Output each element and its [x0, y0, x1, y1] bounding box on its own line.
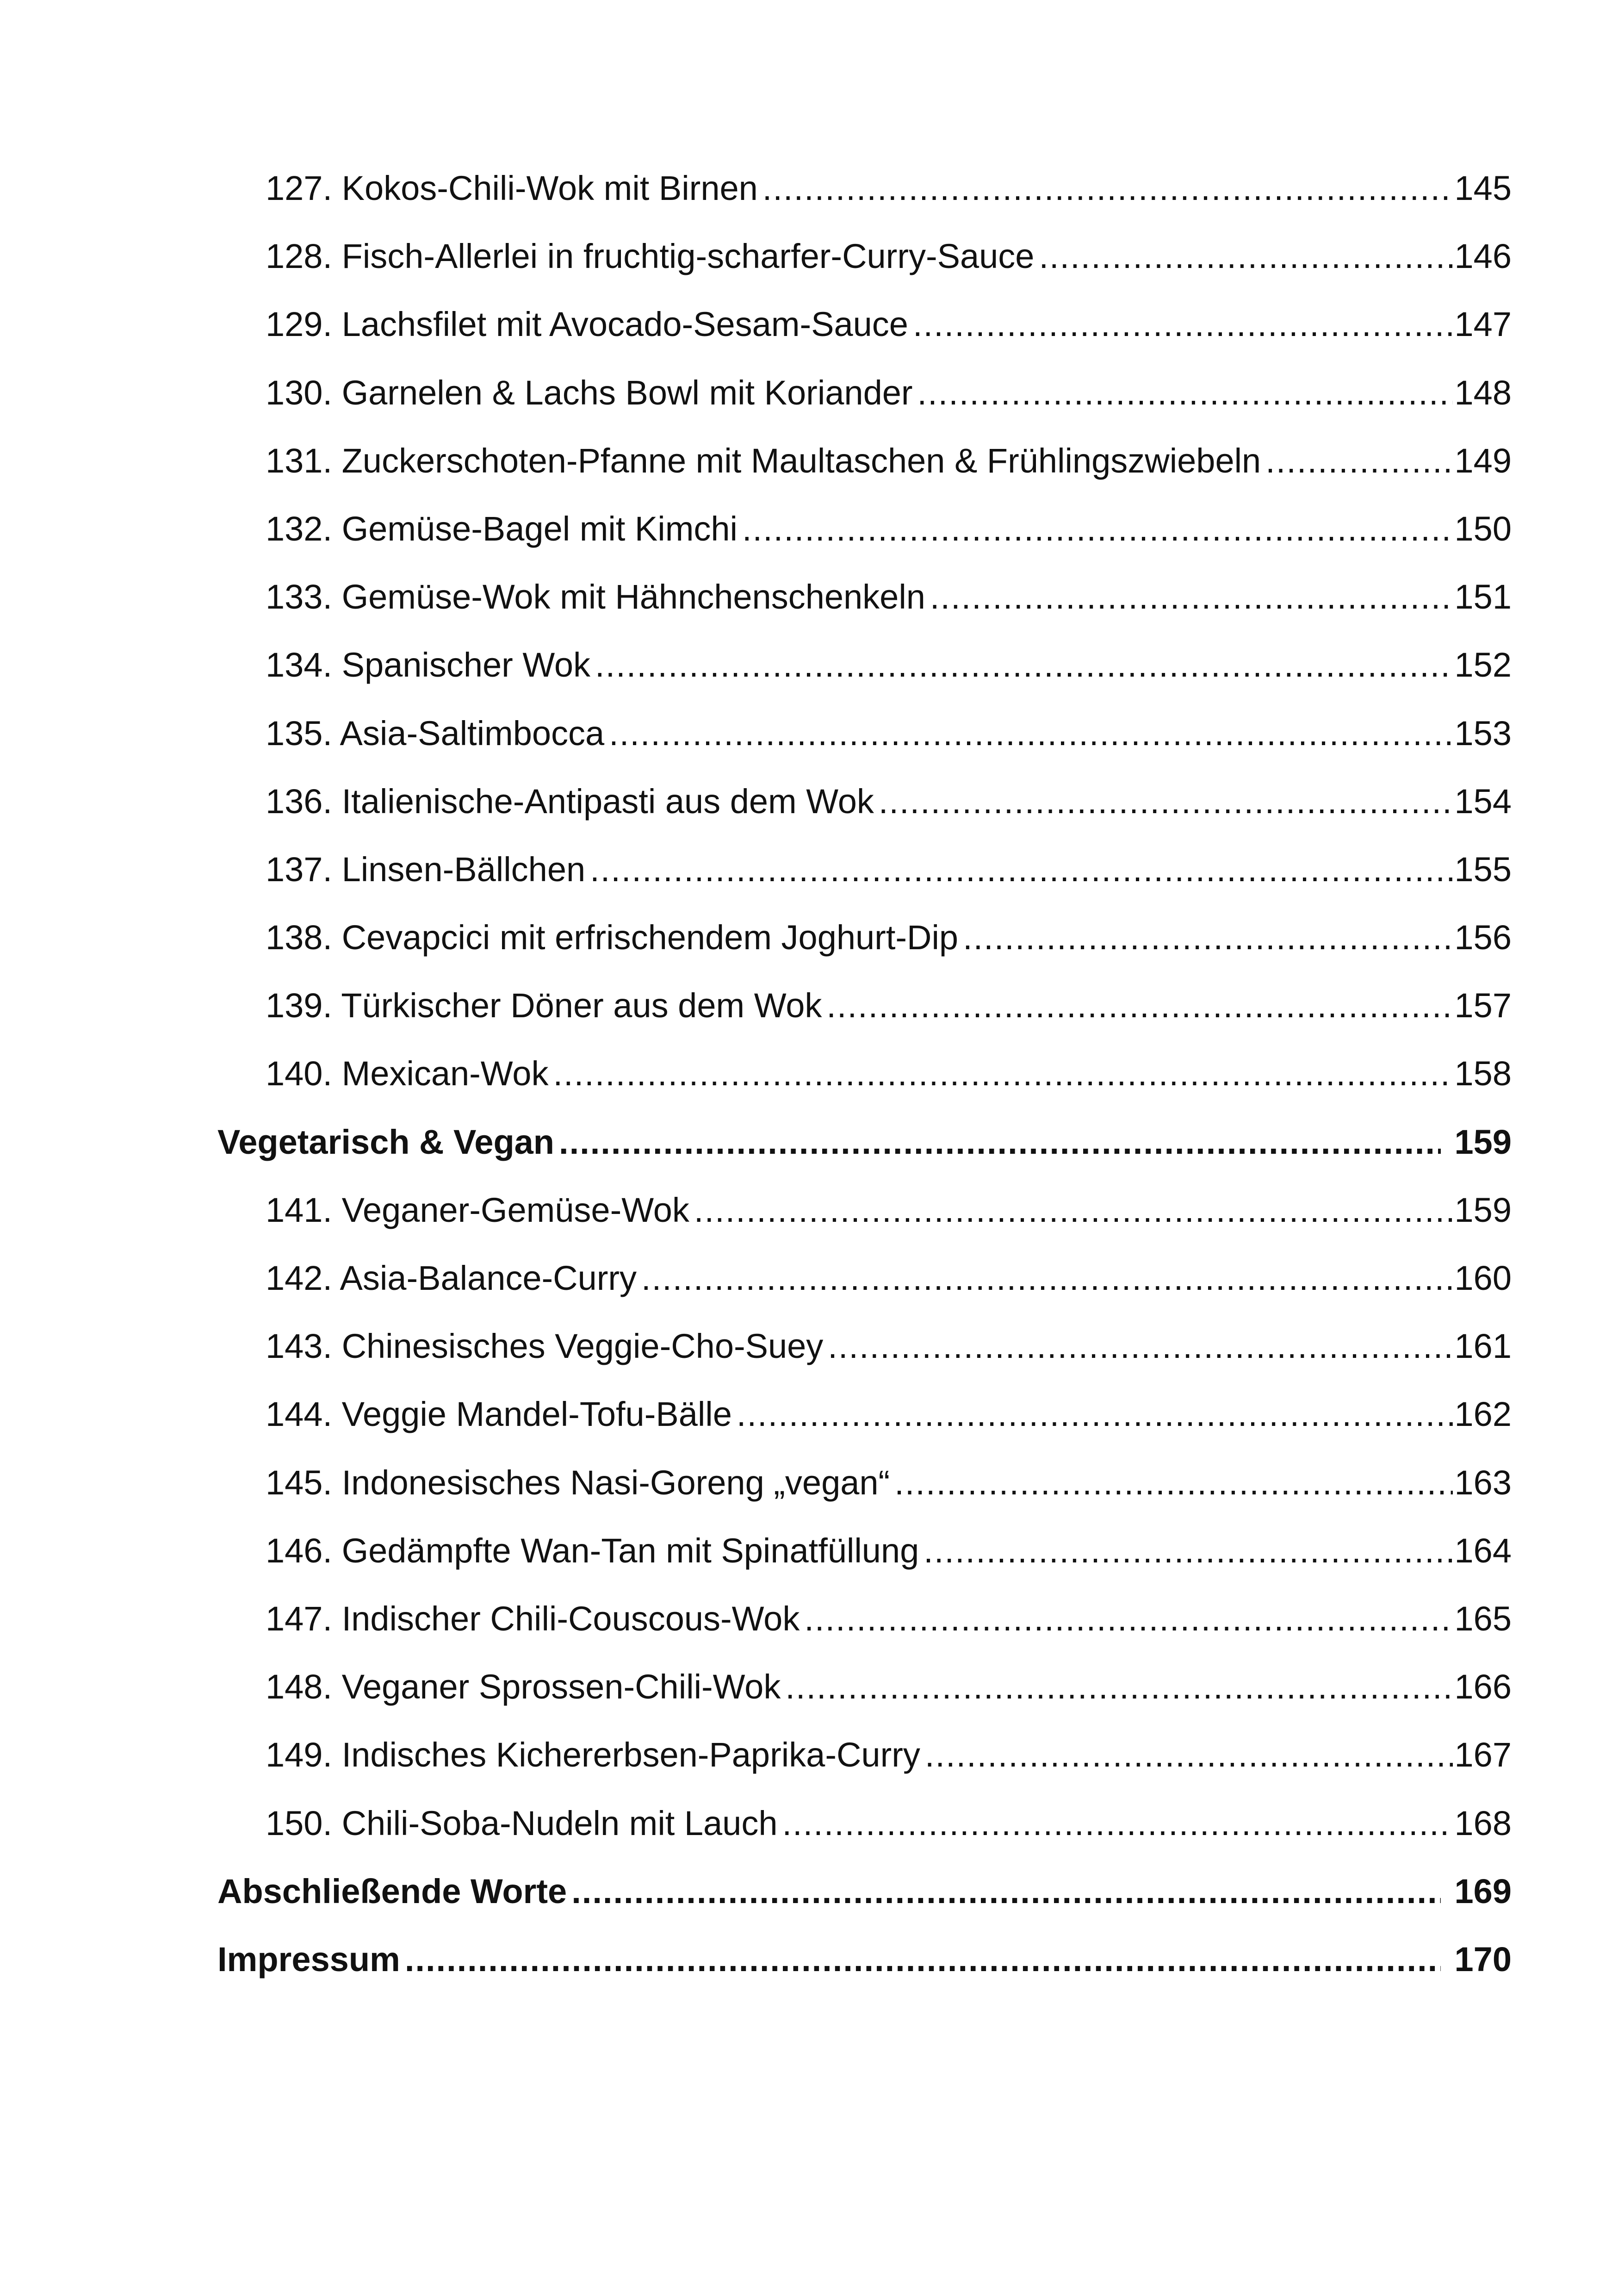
toc-entry-title: 129. Lachsfilet mit Avocado-Sesam-Sauce — [266, 304, 913, 345]
toc-entry[interactable] — [217, 1734, 1512, 1802]
dot-leader — [737, 1394, 1453, 1435]
toc-entry[interactable] — [217, 1530, 1512, 1598]
toc-entry-page-number: 146 — [1454, 237, 1512, 276]
toc-entry-title: 147. Indischer Chili-Couscous-Wok — [266, 1598, 804, 1640]
toc-entry-page-number: 150 — [1454, 509, 1512, 548]
toc-entry-title: 130. Garnelen & Lachs Bowl mit Koriander — [266, 372, 917, 414]
dot-leader — [1265, 440, 1452, 482]
toc-entry-page-number: 160 — [1454, 1259, 1512, 1297]
toc-entry[interactable] — [217, 1257, 1512, 1325]
toc-entry[interactable] — [217, 508, 1512, 576]
toc-entry-page-number: 149 — [1454, 441, 1512, 480]
dot-leader — [913, 304, 1453, 345]
toc-entry[interactable] — [217, 1394, 1512, 1462]
dot-leader — [1039, 236, 1452, 277]
dot-leader — [917, 372, 1453, 414]
toc-entry-title: 137. Linsen-Bällchen — [266, 849, 590, 890]
toc-entry[interactable] — [217, 1325, 1512, 1394]
toc-entry-title: 140. Mexican-Wok — [266, 1053, 553, 1095]
dot-leader — [559, 1121, 1441, 1163]
toc-entry-page-number: 169 — [1454, 1872, 1512, 1910]
toc-entry-title: Abschließende Worte — [217, 1871, 571, 1912]
toc-entry-page-number: 152 — [1454, 646, 1512, 684]
dot-leader — [742, 508, 1453, 550]
toc-entry-title: 143. Chinesisches Veggie-Cho-Suey — [266, 1325, 828, 1367]
toc-entry[interactable] — [217, 644, 1512, 712]
toc-entry-page-number: 163 — [1454, 1463, 1512, 1502]
toc-entry-title: 132. Gemüse-Bagel mit Kimchi — [266, 508, 742, 550]
dot-leader — [924, 1530, 1452, 1572]
toc-entry-page-number: 147 — [1454, 305, 1512, 344]
toc-entry[interactable] — [217, 781, 1512, 849]
toc-entry[interactable] — [217, 985, 1512, 1053]
toc-entry-page-number: 170 — [1454, 1940, 1512, 1979]
toc-entry-title: 133. Gemüse-Wok mit Hähnchenschenkeln — [266, 576, 930, 618]
toc-section-entry[interactable] — [217, 1939, 1512, 2007]
toc-entry-title: 128. Fisch-Allerlei in fruchtig-scharfer-Curry-Sauce — [266, 236, 1039, 277]
toc-entry[interactable] — [217, 372, 1512, 440]
dot-leader — [609, 713, 1452, 754]
toc-entry-page-number: 161 — [1454, 1327, 1512, 1366]
toc-entry-title: 141. Veganer-Gemüse-Wok — [266, 1189, 694, 1231]
toc-entry-page-number: 145 — [1454, 169, 1512, 207]
table-of-contents — [217, 168, 1512, 2007]
dot-leader — [405, 1939, 1441, 1980]
toc-entry-page-number: 151 — [1454, 578, 1512, 616]
toc-entry-page-number: 155 — [1454, 850, 1512, 889]
toc-entry-page-number: 165 — [1454, 1599, 1512, 1638]
toc-entry[interactable] — [217, 1189, 1512, 1257]
toc-entry[interactable] — [217, 1666, 1512, 1734]
toc-entry-title: 142. Asia-Balance-Curry — [266, 1257, 641, 1299]
dot-leader — [894, 1462, 1452, 1504]
toc-entry-title: 135. Asia-Saltimbocca — [266, 713, 609, 754]
dot-leader — [804, 1598, 1452, 1640]
dot-leader — [641, 1257, 1452, 1299]
toc-entry-page-number: 162 — [1454, 1395, 1512, 1434]
toc-entry-page-number: 157 — [1454, 986, 1512, 1025]
toc-entry-page-number: 164 — [1454, 1531, 1512, 1570]
toc-entry-page-number: 148 — [1454, 373, 1512, 412]
toc-entry-title: Impressum — [217, 1939, 405, 1980]
dot-leader — [826, 985, 1452, 1027]
toc-entry[interactable] — [217, 1598, 1512, 1666]
toc-section-entry[interactable] — [217, 1871, 1512, 1939]
toc-entry-page-number: 156 — [1454, 918, 1512, 957]
toc-entry-page-number: 168 — [1454, 1804, 1512, 1842]
toc-entry-title: 149. Indisches Kichererbsen-Paprika-Curry — [266, 1734, 925, 1776]
toc-entry-page-number: 159 — [1454, 1122, 1512, 1161]
toc-entry-page-number: 166 — [1454, 1668, 1512, 1706]
toc-entry[interactable] — [217, 713, 1512, 781]
dot-leader — [553, 1053, 1452, 1095]
dot-leader — [963, 917, 1452, 958]
toc-entry-title: 136. Italienische-Antipasti aus dem Wok — [266, 781, 879, 822]
toc-entry-title: Vegetarisch & Vegan — [217, 1121, 559, 1163]
toc-entry[interactable] — [217, 917, 1512, 985]
toc-entry-title: 134. Spanischer Wok — [266, 644, 595, 686]
toc-section-entry[interactable] — [217, 1121, 1512, 1189]
toc-entry-title: 131. Zuckerschoten-Pfanne mit Maultaschen & Frühlingszwiebeln — [266, 440, 1265, 482]
toc-entry[interactable] — [217, 304, 1512, 372]
dot-leader — [595, 644, 1453, 686]
toc-entry-title: 145. Indonesisches Nasi-Goreng „vegan“ — [266, 1462, 894, 1504]
dot-leader — [590, 849, 1452, 890]
toc-entry-page-number: 153 — [1454, 714, 1512, 753]
dot-leader — [571, 1871, 1440, 1912]
toc-entry-page-number: 158 — [1454, 1054, 1512, 1093]
dot-leader — [879, 781, 1453, 822]
dot-leader — [828, 1325, 1452, 1367]
toc-entry[interactable] — [217, 168, 1512, 236]
toc-entry-title: 127. Kokos-Chili-Wok mit Birnen — [266, 168, 763, 209]
toc-entry-title: 138. Cevapcici mit erfrischendem Joghurt-Dip — [266, 917, 963, 958]
toc-entry[interactable] — [217, 1462, 1512, 1530]
dot-leader — [925, 1734, 1453, 1776]
dot-leader — [782, 1803, 1453, 1844]
dot-leader — [930, 576, 1453, 618]
toc-entry[interactable] — [217, 440, 1512, 508]
toc-entry-title: 150. Chili-Soba-Nudeln mit Lauch — [266, 1803, 782, 1844]
toc-entry[interactable] — [217, 1803, 1512, 1871]
toc-entry-title: 139. Türkischer Döner aus dem Wok — [266, 985, 826, 1027]
toc-entry[interactable] — [217, 576, 1512, 644]
toc-entry-title: 146. Gedämpfte Wan-Tan mit Spinatfüllung — [266, 1530, 924, 1572]
dot-leader — [785, 1666, 1452, 1708]
toc-entry[interactable] — [217, 849, 1512, 917]
toc-entry[interactable] — [217, 236, 1512, 304]
toc-entry[interactable] — [217, 1053, 1512, 1121]
toc-entry-page-number: 154 — [1454, 782, 1512, 821]
dot-leader — [763, 168, 1453, 209]
toc-entry-page-number: 167 — [1454, 1736, 1512, 1774]
dot-leader — [694, 1189, 1453, 1231]
toc-entry-title: 144. Veggie Mandel-Tofu-Bälle — [266, 1394, 737, 1435]
toc-entry-title: 148. Veganer Sprossen-Chili-Wok — [266, 1666, 785, 1708]
toc-entry-page-number: 159 — [1454, 1190, 1512, 1229]
